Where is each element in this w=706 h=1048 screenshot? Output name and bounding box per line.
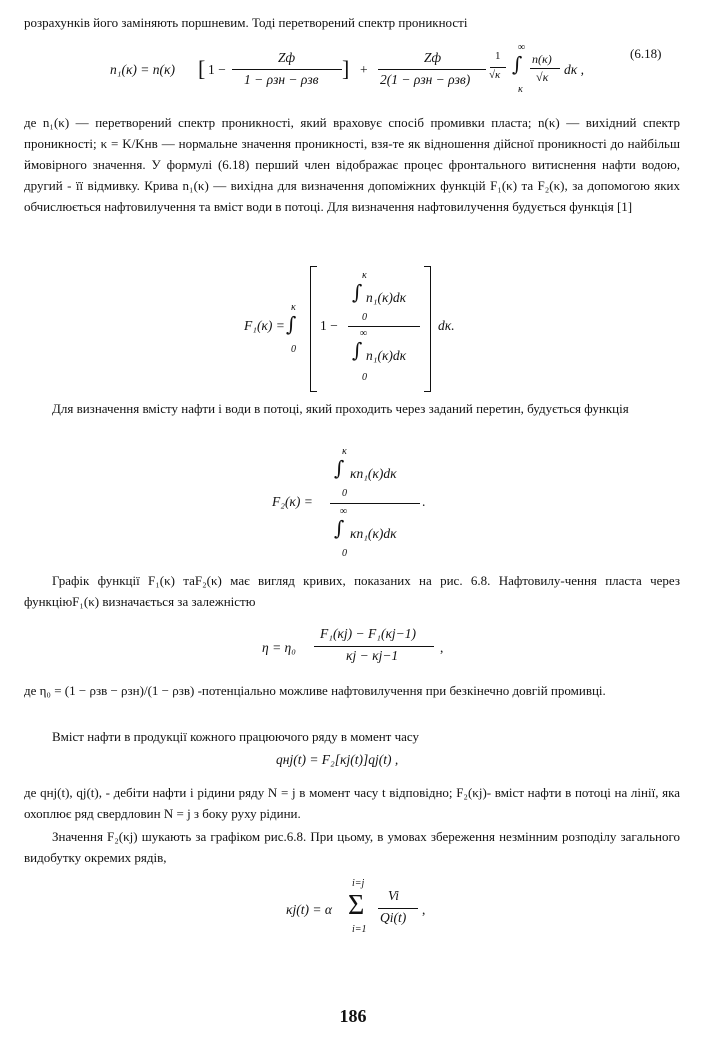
eq618-den2: 2(1 − ρзн − ρзв) — [380, 72, 471, 87]
paragraph-definitions: де n₁(κ) — перетворений спектр проникності, який враховує спосіб промивки пласта; n(κ) — вихідний спектр проникності; κ = K/Kнв — нормальне значення проникності, взя-те як відношення дійсної проникності до найбільш ймовірного значення. У формулі (6.18) перший член відображає процес фронтального витиснення нафти водою, другий - її відмивку. Крива n₁(κ) — вихідна для визначення допоміжних функцій F₁(κ) та F₂(κ), за допомогою яких обчислюється нафтовилучення та вміст води в потоці. Для визначення нафтовилучення будується функція [1] — [24, 115, 680, 214]
paragraph-values: Значення F₂(κj) шукають за графіком рис.6.8. При цьому, в умовах збереження незмінним розподілу загального видобутку окремих рядів, — [24, 829, 680, 865]
paragraph-f2-intro: Для визначення вмісту нафти і води в потоці, який проходить через заданий перетин, будується функція — [52, 401, 629, 416]
eq618-lhs: n₁(κ) = n(κ) — [110, 62, 175, 77]
eq618-zf-1: Zф — [278, 50, 296, 65]
equation-q: qнj(t) = F₂[κj(t)]qj(t) , — [276, 752, 399, 767]
eq618-zf-2: Zф — [424, 50, 442, 65]
paragraph-intro: розрахунків його заміняють поршневим. Тоді перетворений спектр проникності — [24, 15, 468, 30]
sum-sign: Σ — [348, 890, 365, 921]
document-page: розрахунків його заміняють поршневим. Тоді перетворений спектр проникності (6.18) n₁(κ) = n(κ) [ 1 − Zф 1 − ρзн − ρзв ] + Zф 2(1 − ρзн − ρзв) 1 √κ ∞ ∫ κ n(κ) √κ dκ , де n₁(κ) — перетворений спектр проникності, який враховує спосіб промивки пласта; n(κ) — вихідний спектр проникності; κ = K/Kнв — нормальне значення проникності, взя-те як відношення дійсної проникності до найбільш ймовірного значення. У формулі (6.18) перший член відображає процес фронтального витиснення нафти водою, другий - її відмивку. Крива n₁(κ) — вихідна для визначення допоміжних функцій F₁(κ) та F₂(κ), за допомогою яких обчислюється нафтовилучення та вміст води в потоці. Для визначення нафтовилучення будується функція [1] F₁(κ) = κ ∫ 0 1 − κ ∫ n₁(κ)dκ 0 ∞ ∫ n₁(κ)dκ 0 dκ. Для визначення вмісту нафти і води в потоці, який проходить через заданий перетин, будується функція κ ∫ κn₁(κ)dκ 0 F₂(κ) = . ∞ ∫ κn₁(κ)dκ 0 Графік функції F₁(κ) таF₂(κ) має вигляд кривих, показаних на рис. 6.8. Нафтовилу-чення пласта через функціюF₁(κ) визначається за залежністю η = η₀ F₁(κj) − F₁(κj−1) κj − κj−1 , де η₀ = (1 − ρзв − ρзн)/(1 − ρзв) -потенціально можливе нафтовилучення при безкінечно довгій промивці. Вміст нафти в продукції кожного працюючого ряду в момент часу qнj(t) = F₂[κj(t)]qj(t) , де qнj(t), qj(t), - дебіти нафти і рідини ряду N = j в момент часу t відповідно; F₂(κj)- вміст нафти в потоці на лінії, яка охоплює ряд свердловин N = j з боку руху рідини. Значення F₂(κj) шукають за графіком рис.6.8. При цьому, в умовах збереження незмінним розподілу загального видобутку окремих рядів, κj(t) = α i=j Σ i=1 Vi Qi(t) , 186 — [0, 0, 706, 1048]
page-number: 186 — [339, 1006, 367, 1026]
paragraph-eta-def: де η₀ = (1 − ρзв − ρзн)/(1 − ρзв) -потенціально можливе нафтовилучення при безкінечно довгій промивці. — [24, 683, 606, 698]
integral-sign: ∫ — [512, 52, 523, 76]
paragraph-oil-content: Вміст нафти в продукції кожного працюючого ряду в момент часу — [52, 729, 420, 744]
equation-number: (6.18) — [630, 46, 662, 61]
paragraph-graph: Графік функції F₁(κ) таF₂(κ) має вигляд кривих, показаних на рис. 6.8. Нафтовилу-чення пласта через функціюF₁(κ) визначається за залежністю — [24, 573, 680, 609]
eq618-den1: 1 − ρзн − ρзв — [244, 72, 319, 87]
integral-sign: ∫ — [286, 312, 297, 336]
paragraph-q-def: де qнj(t), qj(t), - дебіти нафти і рідини ряду N = j в момент часу t відповідно; F₂(κj)- вміст нафти в потоці на лінії, яка охоплює ряд свердловин N = j з боку руху рідини. — [24, 785, 680, 821]
